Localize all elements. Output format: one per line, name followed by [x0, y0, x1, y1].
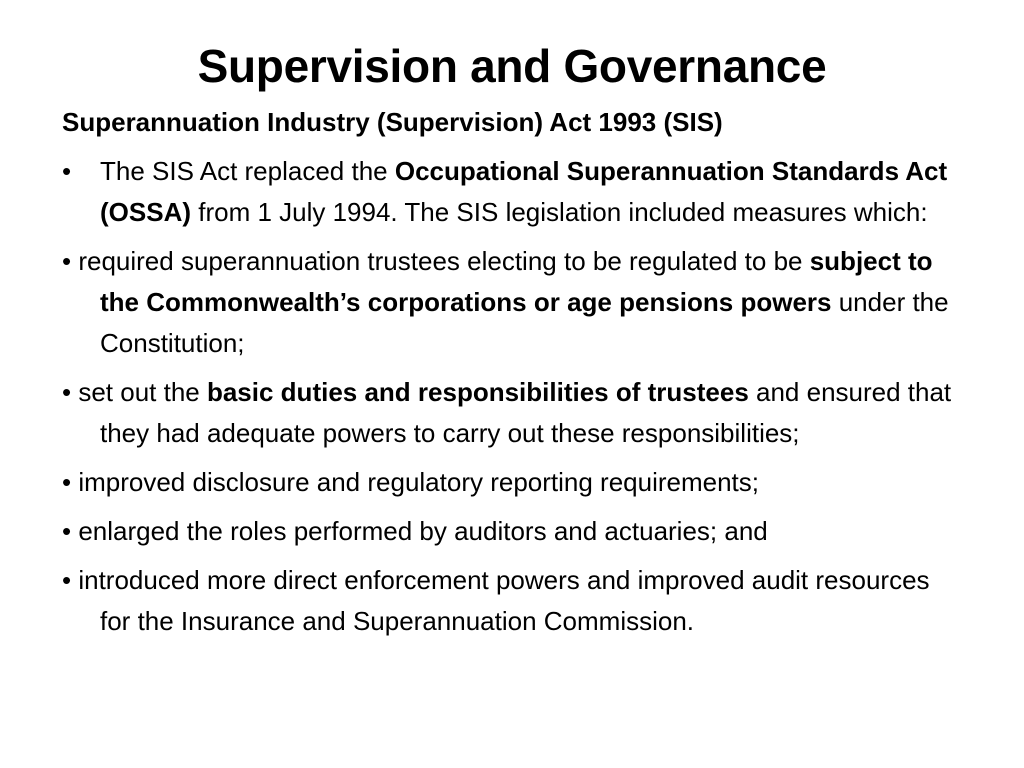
bullet-text-bold: subject to the Commonwealth’s corporations or age pensions powers	[100, 246, 933, 317]
slide-subtitle: Superannuation Industry (Supervision) Act 1993 (SIS)	[62, 107, 723, 137]
bullet-text-pre: • required superannuation trustees electing to be regulated to be	[62, 246, 810, 276]
bullet-text-pre: • set out the	[62, 377, 207, 407]
bullet-text-post: and ensured that they had adequate powers to carry out these responsibilities;	[100, 377, 952, 448]
bullet-item-trustees-regulated	[62, 241, 962, 364]
bullet-text: • introduced more direct enforcement powers and improved audit resources for the Insurance and Superannuation Commission.	[62, 565, 930, 636]
bullet-text-bold: Occupational Superannuation Standards Act (OSSA)	[100, 156, 948, 227]
bullet-text-pre: The SIS Act replaced the	[100, 156, 395, 186]
bullet-text-post: from 1 July 1994. The SIS legislation included measures which:	[191, 197, 928, 227]
bullet-item-auditors	[62, 511, 962, 552]
bullet-item-enforcement	[62, 560, 962, 642]
slide-content	[62, 102, 962, 650]
bullet-text: • enlarged the roles performed by auditors and actuaries; and	[62, 516, 768, 546]
bullet-item-duties	[62, 372, 962, 454]
slide-title: Supervision and Governance	[197, 40, 827, 92]
bullet-item-disclosure	[62, 462, 962, 503]
bullet-text: • improved disclosure and regulatory reporting requirements;	[62, 467, 759, 497]
bullet-text-bold: basic duties and responsibilities of trustees	[206, 377, 749, 407]
bullet-text-post: under the Constitution;	[100, 287, 949, 358]
bullet-item-ossa	[62, 151, 962, 233]
bullet-marker: •	[62, 156, 72, 186]
